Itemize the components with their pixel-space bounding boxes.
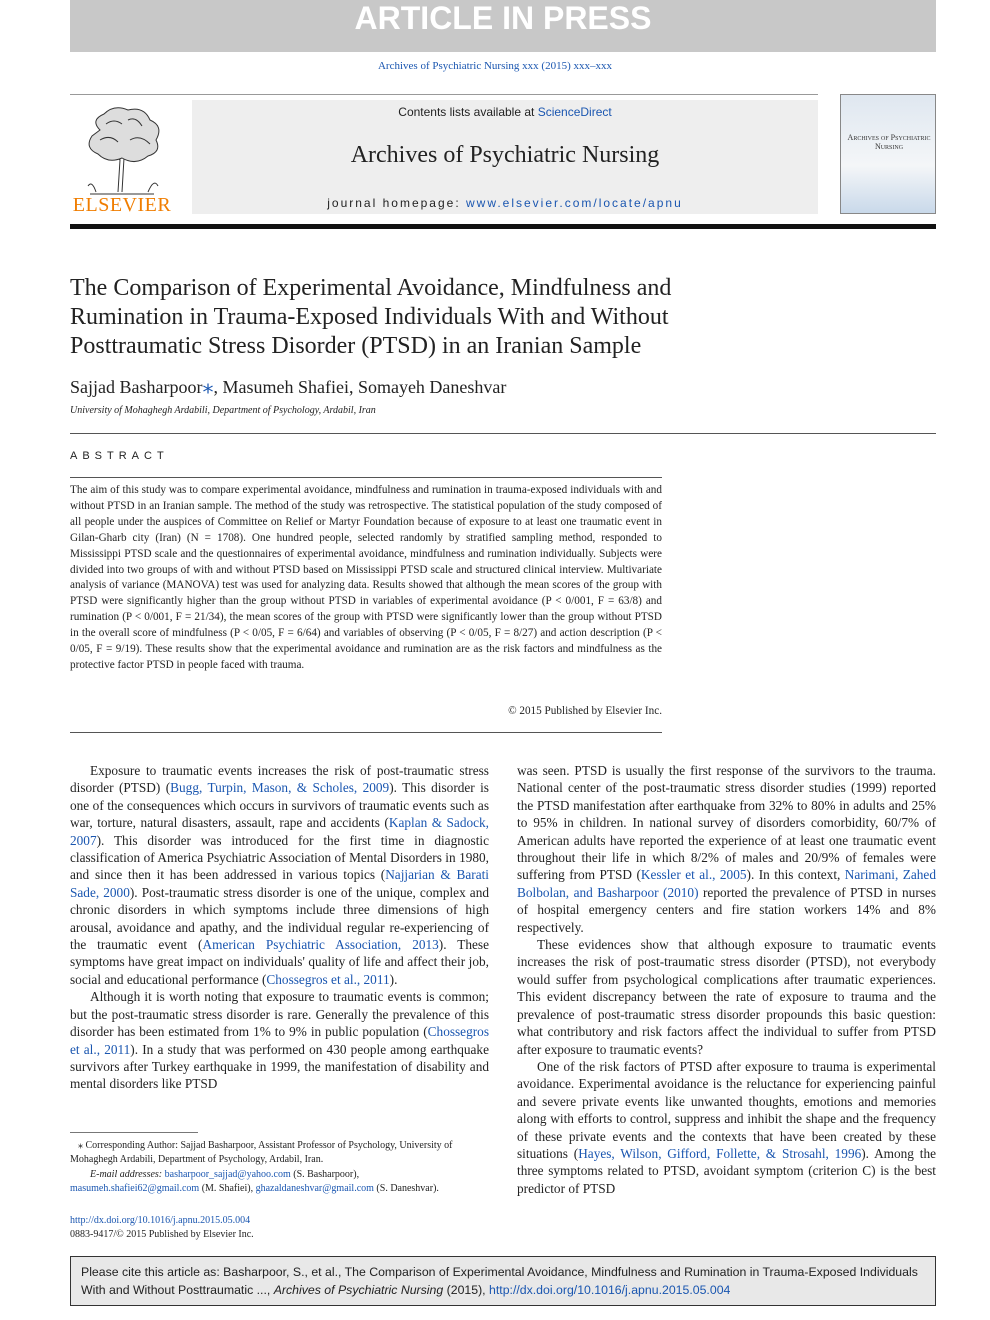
- email-label: E-mail addresses:: [90, 1168, 163, 1180]
- body-column-right: [517, 762, 936, 1197]
- issn-line: 0883-9417/© 2015 Published by Elsevier Inc.: [70, 1229, 254, 1241]
- contents-line: [192, 105, 818, 119]
- journal-header-box: [192, 100, 818, 214]
- email-footnote: E-mail addresses: basharpoor_sajjad@yahoo.com (S. Basharpoor), masumeh.shafiei62@gmail.com (M. Shafiei), ghazaldaneshvar@gmail.com (S. Daneshvar).: [70, 1168, 439, 1195]
- citation-link[interactable]: American Psychiatric Association, 2013: [202, 937, 439, 953]
- paragraph-2: Although it is worth noting that exposure to traumatic events is common; but the post-traumatic stress disorder is rare. Generally the prevalence of this disorder has been estimated from 1% to 9% in public population (Chossegros et al., 2011). In a study that was performed on 430 people among earthquake survivors after Turkey earthquake in 1999, the manifestation of disability and mental disorders like PTSD: [70, 989, 489, 1092]
- citation-link[interactable]: Kessler et al., 2005: [640, 867, 747, 883]
- sciencedirect-link[interactable]: ScienceDirect: [537, 105, 612, 119]
- email-link[interactable]: masumeh.shafiei62@gmail.com: [70, 1183, 200, 1195]
- banner-text: ARTICLE IN PRESS: [354, 0, 652, 36]
- citation-journal: Archives of Psychiatric Nursing: [273, 1283, 444, 1297]
- citation-link[interactable]: Hayes, Wilson, Gifford, Follette, & Strosahl, 1996: [578, 1145, 862, 1161]
- citation-link[interactable]: Chossegros et al., 2011: [266, 971, 390, 987]
- citation-year: (2015),: [443, 1283, 490, 1297]
- footnote-rule: [70, 1132, 198, 1133]
- title-rule: [70, 433, 936, 434]
- body-column-left: [70, 762, 489, 1093]
- header-bottom-rule: [70, 224, 936, 229]
- journal-cover-thumbnail[interactable]: [840, 94, 936, 214]
- paragraph-5: One of the risk factors of PTSD after exposure to trauma is experimental avoidance. Experimental avoidance is the reluctance for experiencing painful and severe private events like unwanted thoughts, emotions and memories along with efforts to control, suppress and inhibit the shape and the frequency of these private events and the contexts that have been created by these situations (Hayes, Wilson, Gifford, Follette, & Strosahl, 1996). Among the three symptoms related to PTSD, avoidant symptom (criterion C) is the best predictor of PTSD: [517, 1058, 936, 1196]
- copyright-line: © 2015 Published by Elsevier Inc.: [508, 705, 662, 717]
- doi-block: [70, 1214, 489, 1243]
- citation-link[interactable]: Kaplan & Sadock, 2007: [70, 815, 490, 848]
- citation-link[interactable]: Najjarian & Barati Sade, 2000: [70, 867, 489, 900]
- header-top-rule: [70, 94, 818, 95]
- abstract-top-rule: [70, 477, 662, 478]
- paragraph-4: These evidences show that although exposure to traumatic events increases the risk of post-traumatic stress disorder (PTSD), not everybody would suffer from psychological complications after traumatic experiences. This evident discrepancy between the rate of exposure to trauma and the prevalence of post-traumatic stress disorder propounds this basic question: what contributory and risk factors affect the individual to suffer from PTSD after exposure to traumatic events?: [517, 937, 936, 1057]
- journal-reference[interactable]: [0, 60, 990, 72]
- cover-title: Archives of Psychiatric Nursing: [847, 133, 931, 151]
- journal-name: Archives of Psychiatric Nursing: [350, 142, 660, 168]
- doi-link[interactable]: http://dx.doi.org/10.1016/j.apnu.2015.05.004: [70, 1215, 251, 1226]
- journal-reference-link[interactable]: Archives of Psychiatric Nursing xxx (2015) xxx–xxx: [377, 60, 613, 72]
- citation-link[interactable]: Narimani, Zahed Bolbolan, and Basharpoor (2010): [517, 867, 936, 900]
- citation-box: [70, 1256, 936, 1306]
- footnotes: [70, 1139, 489, 1197]
- contents-prefix: Contents lists available at: [398, 105, 538, 119]
- paragraph-3: was seen. PTSD is usually the first response of the survivors to the trauma. National center of the post-traumatic stress disorder studies (1999) reported the PTSD manifestation after earthquake from 32% to 80% in adults and 25% to 95% in children. In national survey of disorders comorbidity, 60/7% of American adults have reported the experience of at least one traumatic event throughout their life in which 8/2% of males and 20/9% of females were suffering from PTSD (Kessler et al., 2005). In this context, Narimani, Zahed Bolbolan, and Basharpoor (2010) reported the prevalence of PTSD in nurses of hospital emergency centers and fire station workers 14% and 8% respectively.: [517, 763, 936, 935]
- abstract-text: The aim of this study was to compare experimental avoidance, mindfulness and rumination in trauma-exposed individuals with and without PTSD in an Iranian sample. The method of the study was retrospective. The statistical population of the study composed of all people under the auspices of Committee on Relief or Martyr Foundation because of exposure to at least one traumatic event in Gilan-Gharb city (Iran) (N = 1708). One hundred people, selected randomly by stratified sampling method, responded to Mississippi PTSD scale and the questionnaires of experimental avoidance, mindfulness and rumination individually. Subjects were divided into two groups of with and without PTSD based on Mississippi PTSD scale and structured clinical interview. Multivariate analysis of variance (MANOVA) test was used for analyzing data. Results showed that although the mean scores of the group with PTSD were significantly higher than the group without PTSD in variables of experimental avoidance (P < 0/001, F = 63/8) and rumination (P < 0/001, F = 21/34), the mean scores of the group with PTSD were significantly lower than the group without PTSD in the overall score of mindfulness (P < 0/05, F = 6/64) and variables of observing (P < 0/05, F = 8/27) and action description (P < 0/05, F = 9/19). These results show that the experimental avoidance and rumination are as the risk factors and mindfulness as the protective factor PTSD in people faced with trauma.: [70, 484, 662, 671]
- email-link[interactable]: basharpoor_sajjad@yahoo.com: [164, 1168, 291, 1180]
- other-authors[interactable]: , Masumeh Shafiei, Somayeh Daneshvar: [213, 377, 507, 397]
- homepage-line: [192, 196, 818, 210]
- publisher-name: ELSEVIER: [72, 194, 172, 216]
- author-basharpoor[interactable]: Sajjad Basharpoor: [70, 377, 203, 397]
- author-list: [70, 373, 506, 399]
- affiliation: University of Mohaghegh Ardabili, Department of Psychology, Ardabil, Iran: [70, 405, 376, 416]
- homepage-link[interactable]: www.elsevier.com/locate/apnu: [466, 196, 683, 210]
- citation-link[interactable]: Bugg, Turpin, Mason, & Scholes, 2009: [170, 780, 390, 796]
- article-in-press-banner: [70, 0, 936, 52]
- abstract-heading: ABSTRACT: [70, 450, 169, 462]
- article-title: The Comparison of Experimental Avoidance, Mindfulness and Rumination in Trauma-Exposed Individuals With and Without Posttraumatic Stress Disorder (PTSD) in an Iranian Sample: [70, 275, 672, 359]
- corresponding-footnote: ⁎ Corresponding Author: Sajjad Basharpoor, Assistant Professor of Psychology, University of Mohaghegh Ardabili, Department of Psychology, Ardabil, Iran.: [70, 1140, 453, 1166]
- homepage-prefix: journal homepage:: [327, 196, 466, 210]
- citation-link[interactable]: Chossegros et al., 2011: [70, 1024, 489, 1057]
- citation-text: Please cite this article as: Basharpoor, S., et al., The Comparison of Experimental Avoidance, Mindfulness and Rumination in Trauma-Exposed Individuals With and Without Posttraumatic ...,: [81, 1265, 918, 1297]
- abstract-bottom-rule: [70, 732, 662, 733]
- paragraph-1: Exposure to traumatic events increases the risk of post-traumatic stress disorder (PTSD) (Bugg, Turpin, Mason, & Scholes, 2009). This disorder is one of the consequences which occurs in survivors of traumatic events such as war, torture, natural disasters, assault, rape and accidents (Kaplan & Sadock, 2007). This disorder was introduced for the first time in diagnostic classification of America Psychiatric Association of Mental Disorders in 1980, and since then it has been addressed in various topics (Najjarian & Barati Sade, 2000). Post-traumatic stress disorder is one of the unique, complex and chronic disorders in which symptoms include three dimensions of high arousal, avoidance and apathy, and the individual regular re-experiencing of the traumatic event (American Psychiatric Association, 2013). These symptoms have great impact on individuals' quality of life and affect their job, social and educational performance (Chossegros et al., 2011).: [70, 763, 490, 987]
- email-link[interactable]: ghazaldaneshvar@gmail.com: [255, 1183, 374, 1195]
- corresponding-author-mark[interactable]: ⁎: [202, 373, 214, 398]
- citation-doi-link[interactable]: http://dx.doi.org/10.1016/j.apnu.2015.05.004: [489, 1283, 731, 1297]
